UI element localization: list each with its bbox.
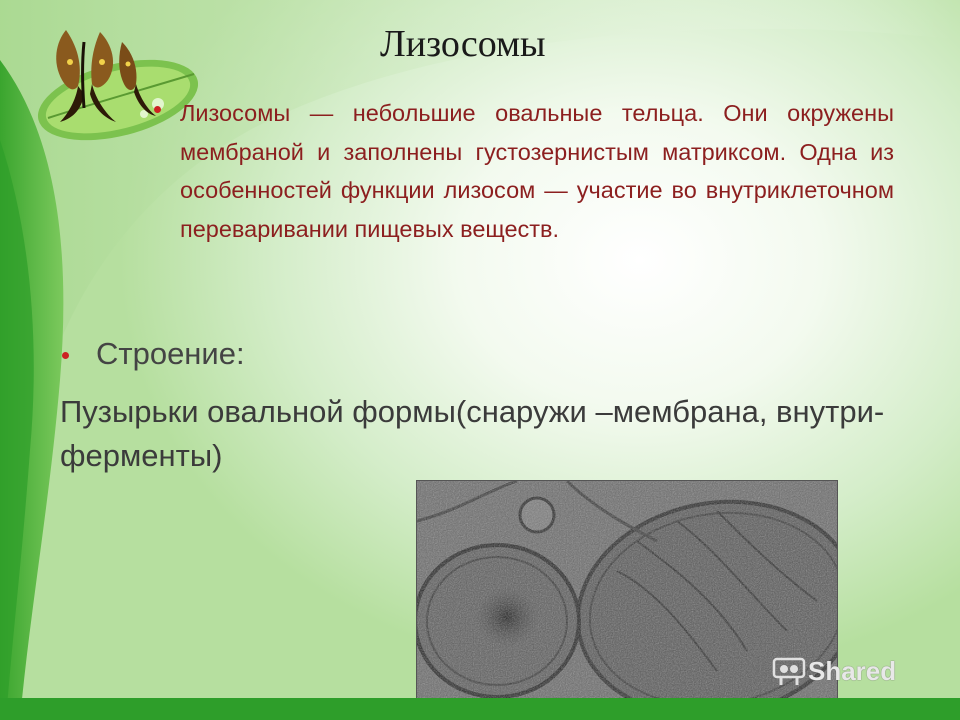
slide-title: Лизосомы bbox=[380, 23, 546, 65]
butterfly-leaf-decoration bbox=[18, 22, 198, 142]
slideshare-watermark bbox=[772, 656, 896, 687]
slideshare-logo-icon bbox=[772, 657, 806, 687]
definition-paragraph: Лизосомы — небольшие овальные тельца. Они окружены мембраной и заполнены густозернистым матриксом. Одна из особенностей функции лизосом — участие во внутриклеточном переваривании пищевых веществ. bbox=[180, 100, 894, 242]
bottom-green-bar bbox=[0, 698, 960, 720]
structure-description: Пузырьки овальной формы(снаружи –мембрана, внутри-ферменты) bbox=[60, 394, 885, 473]
watermark-text: Shared bbox=[808, 656, 897, 686]
bullet-dot bbox=[154, 106, 161, 113]
bullet-dot bbox=[62, 352, 69, 359]
structure-heading: Строение: bbox=[96, 336, 245, 371]
